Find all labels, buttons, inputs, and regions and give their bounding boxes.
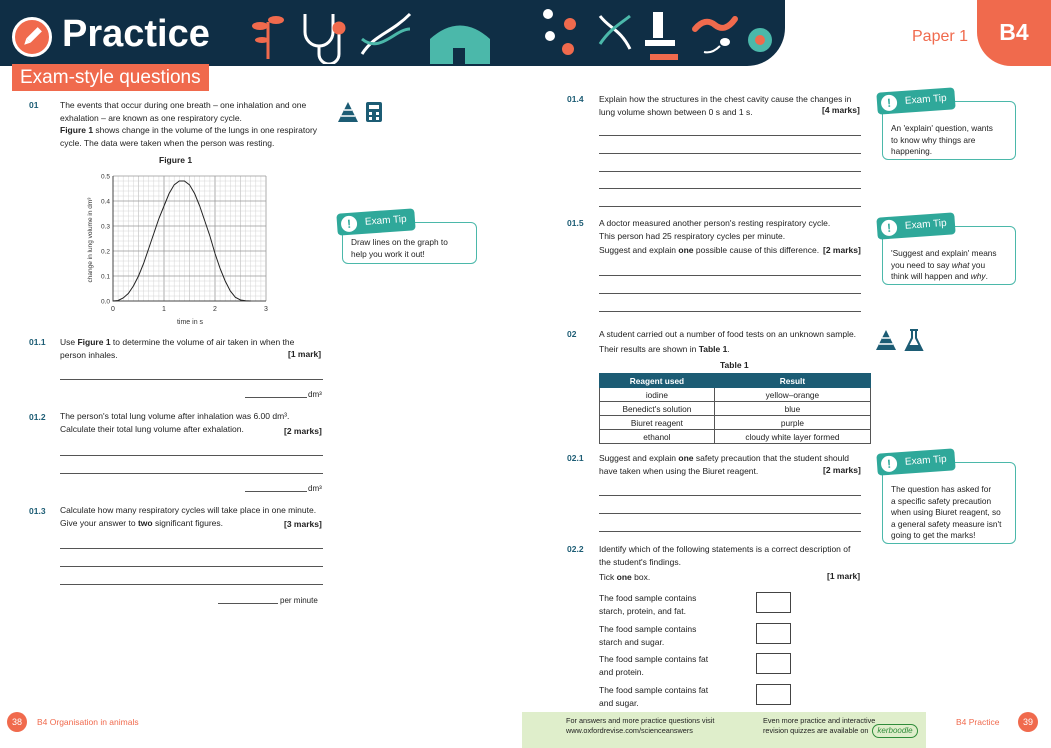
question-text: Use Figure 1 to determine the volume of air taken in when the person inhales. (60, 337, 295, 360)
x-axis-label: time in s (176, 319, 204, 326)
answer-line[interactable] (245, 397, 307, 398)
stethoscope-icon (305, 14, 344, 64)
question-text: Explain how the structures in the chest cavity cause the changes in lung volume shown between 0 s and 1 s. (599, 94, 852, 117)
exclamation-icon: ! (878, 217, 899, 238)
x-tick-label: 2 (213, 306, 217, 313)
question-number: 01.5 (567, 218, 584, 228)
option-text: The food sample contains fat and sugar. (599, 685, 709, 708)
pencil-icon (12, 17, 52, 57)
marks-label: [1 mark] (288, 349, 322, 359)
greenhouse-icon (430, 26, 490, 65)
answer-line[interactable] (599, 171, 861, 172)
table-caption: Table 1 (720, 360, 749, 370)
answer-line[interactable] (599, 495, 861, 496)
topic-code-tab: B4 (977, 0, 1051, 66)
footer-kerboodle-text: Even more practice and interactive revision quizzes are available on (763, 716, 876, 735)
question-number: 01.4 (567, 94, 584, 104)
footer-chapter-label: B4 Organisation in animals (37, 717, 139, 727)
exam-tip-text: 'Suggest and explain' means you need to say what you think will happen and why. (891, 248, 997, 281)
calculator-icon (366, 102, 382, 122)
marks-label: [2 marks] (823, 465, 861, 475)
answer-line[interactable] (60, 473, 323, 474)
kerboodle-logo[interactable]: kerboodle (872, 724, 918, 738)
tick-box[interactable] (756, 623, 791, 644)
question-number: 02.2 (567, 544, 584, 554)
chart-grid (113, 176, 266, 301)
footer-chapter-label: B4 Practice (956, 717, 1000, 727)
answer-line[interactable] (60, 566, 323, 567)
difficulty-and-calculator-icons (336, 100, 384, 124)
tick-box[interactable] (756, 653, 791, 674)
marks-label: [3 marks] (284, 519, 322, 529)
cells-icon (543, 9, 576, 55)
exam-tip-text: Draw lines on the graph to help you work it out! (351, 237, 448, 259)
exam-tip-box (882, 453, 1016, 544)
table-row (600, 430, 871, 444)
exam-tip-text: An 'explain' question, wants to know why things are happening. (891, 123, 993, 156)
question-text: Suggest and explain one safety precaution that the student should have taken when using the Biuret reagent. (599, 453, 849, 476)
answer-line[interactable] (599, 513, 861, 514)
lung-volume-chart (84, 168, 274, 328)
exam-tip-header: ! Exam Tip (876, 448, 955, 475)
option-text: The food sample contains fat and protein. (599, 654, 709, 677)
table-cell: yellow–orange (714, 388, 870, 402)
difficulty-pyramid-icon (338, 102, 358, 122)
worm-icon (695, 19, 735, 29)
exam-tip-text: The question has asked for a specific safety precaution when using Biuret reagent, so a general safety measure isn't going to get the marks! (891, 484, 1002, 540)
answer-line[interactable] (60, 379, 323, 380)
virus-icon (748, 28, 772, 52)
option-text: The food sample contains starch, protein, and fat. (599, 593, 697, 616)
x-tick-label: 1 (162, 306, 166, 313)
x-tick-label: 0 (111, 306, 115, 313)
answer-line[interactable] (60, 584, 323, 585)
answer-line[interactable] (599, 153, 861, 154)
answer-unit: dm³ (308, 484, 322, 493)
option-text: The food sample contains starch and sugar. (599, 624, 697, 647)
microscope-icon (645, 12, 678, 60)
table-cell: cloudy white layer formed (714, 430, 870, 444)
paper-label: Paper 1 (912, 28, 969, 45)
y-tick-label: 0.1 (100, 273, 110, 281)
page-number: 38 (7, 712, 27, 732)
exclamation-icon: ! (878, 92, 899, 113)
answer-line[interactable] (60, 455, 323, 456)
question-text: The events that occur during one breath – one inhalation and one exhalation – are known as one respiratory cycle. Figure 1 shows change in the volume of the lungs in one respiratory cycle. The data were taken when the person was resting. (60, 100, 318, 148)
science-illustrations-banner (250, 4, 780, 64)
dna-small-icon (600, 16, 630, 49)
y-tick-label: 0.0 (100, 298, 110, 306)
answer-line[interactable] (218, 603, 278, 604)
question-number: 02 (567, 329, 577, 339)
exam-tip-box (882, 217, 1016, 285)
question-text: Calculate how many respiratory cycles will take place in one minute. Give your answer to two significant figures. (60, 505, 317, 528)
y-tick-label: 0.3 (100, 223, 110, 231)
question-text: A doctor measured another person's resting respiratory cycle. This person had 25 respiratory cycles per minute. Suggest and explain one possible cause of this difference. (599, 218, 831, 255)
answer-line[interactable] (599, 531, 861, 532)
answer-unit: dm³ (308, 390, 322, 399)
flask-icon (906, 330, 922, 350)
table-cell: iodine (600, 388, 715, 402)
page-title: Practice (62, 13, 210, 55)
marks-label: [2 marks] (284, 426, 322, 436)
question-number: 01.1 (29, 337, 46, 347)
question-text: Identify which of the following statements is a correct description of the student's findings. Tick one box. (599, 544, 851, 582)
question-number: 01.2 (29, 412, 46, 422)
y-tick-label: 0.2 (100, 248, 110, 256)
answer-unit: per minute (280, 596, 318, 605)
page-number: 39 (1018, 712, 1038, 732)
exam-tip-box (882, 92, 1016, 160)
difficulty-and-practical-icons (874, 328, 924, 352)
table-cell: Benedict's solution (600, 402, 715, 416)
dna-icon (362, 14, 410, 54)
table-header-row (600, 374, 871, 388)
answer-line[interactable] (599, 206, 861, 207)
page-header (0, 0, 785, 66)
sperm-cell-icon (704, 38, 730, 52)
footer-answers-text: For answers and more practice questions visit www.oxfordrevise.com/scienceanswers (566, 716, 715, 735)
table-row (600, 416, 871, 430)
question-number: 02.1 (567, 453, 584, 463)
tick-box[interactable] (756, 684, 791, 705)
question-number: 01.3 (29, 506, 46, 516)
exclamation-icon: ! (338, 213, 359, 234)
tick-box[interactable] (756, 592, 791, 613)
exam-tip-header: ! Exam Tip (336, 208, 415, 235)
answer-line[interactable] (599, 188, 861, 189)
table-cell: purple (714, 416, 870, 430)
answer-line[interactable] (60, 548, 323, 549)
answer-line[interactable] (599, 293, 861, 294)
difficulty-pyramid-icon (876, 330, 896, 350)
table-row (600, 402, 871, 416)
y-tick-label: 0.5 (100, 173, 110, 181)
table-header: Reagent used (600, 374, 715, 388)
table-cell: Biuret reagent (600, 416, 715, 430)
y-tick-label: 0.4 (100, 198, 110, 206)
table-header: Result (714, 374, 870, 388)
food-tests-table (599, 373, 871, 444)
exam-tip-box (342, 213, 477, 264)
exam-tip-header: ! Exam Tip (876, 212, 955, 239)
answer-line[interactable] (599, 135, 861, 136)
question-text: The person's total lung volume after inhalation was 6.00 dm³. Calculate their total lung volume after exhalation. (60, 411, 290, 434)
marks-label: [1 mark] (827, 571, 861, 581)
answer-line[interactable] (599, 311, 861, 312)
table-cell: blue (714, 402, 870, 416)
exclamation-icon: ! (878, 453, 899, 474)
marks-label: [4 marks] (822, 105, 860, 115)
answer-line[interactable] (245, 491, 307, 492)
figure-caption: Figure 1 (159, 155, 193, 165)
question-text: A student carried out a number of food tests on an unknown sample. Their results are shown in Table 1. (599, 329, 857, 354)
exam-tip-header: ! Exam Tip (876, 87, 955, 114)
answer-line[interactable] (599, 275, 861, 276)
question-number: 01 (29, 100, 39, 110)
section-heading: Exam-style questions (12, 64, 209, 91)
y-axis-label: change in lung volume in dm³ (87, 197, 94, 283)
table-cell: ethanol (600, 430, 715, 444)
plant-icon (252, 16, 284, 59)
table-row (600, 388, 871, 402)
x-tick-label: 3 (264, 306, 268, 313)
marks-label: [2 marks] (823, 245, 861, 255)
